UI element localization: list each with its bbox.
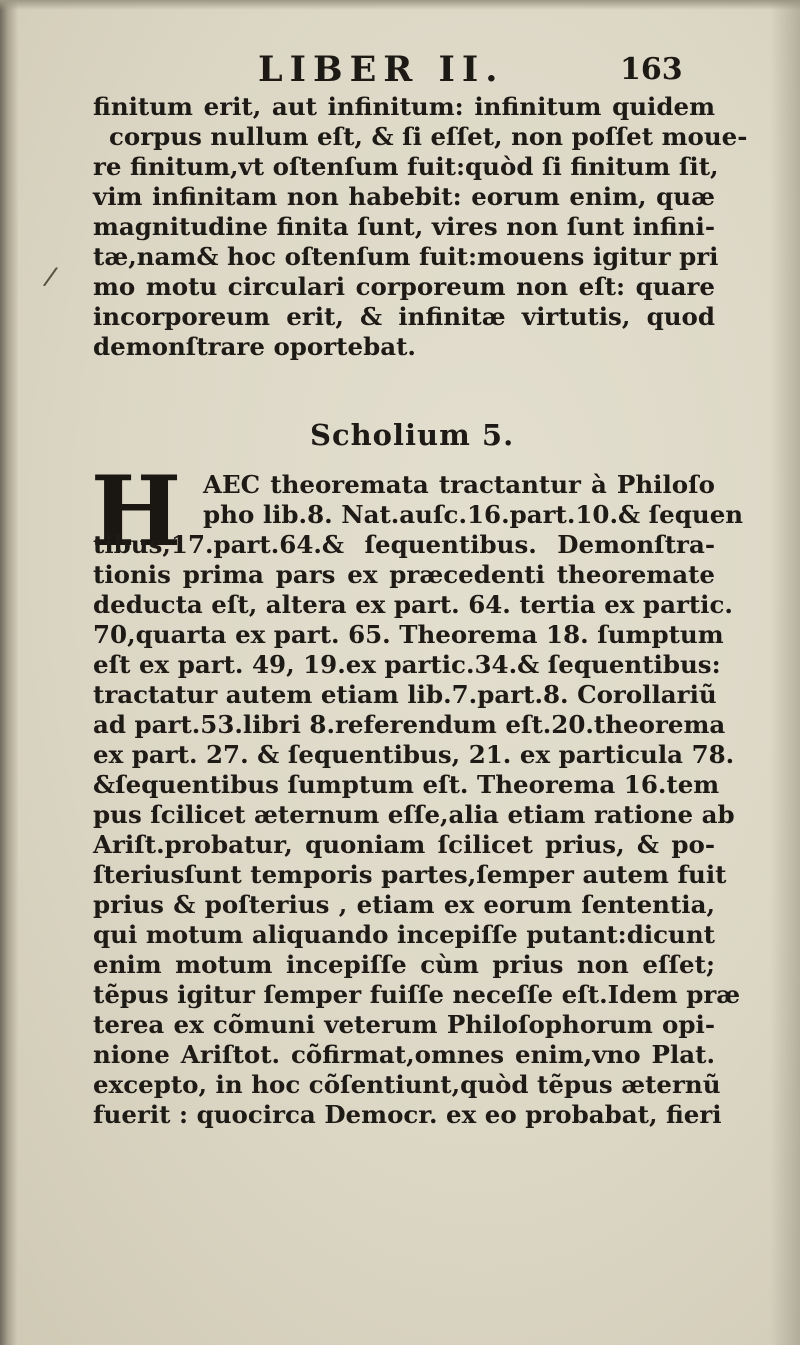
- text-line: prius & poſterius , etiam ex eorum ſententia,: [93, 890, 715, 919]
- text-line: enim motum incepiſſe cùm prius non eſſet;: [93, 950, 715, 979]
- text-line: pho lib.8. Nat.auſc.16.part.10.& ſequen: [203, 500, 744, 529]
- text-line: fuerit : quocirca Democr. ex eo probabat, fieri: [93, 1100, 722, 1129]
- text-line: tionis prima pars ex præcedenti theoremate: [93, 560, 715, 589]
- running-head: LIBER II.: [258, 49, 505, 90]
- page-gutter-shadow: [0, 0, 18, 1345]
- text-line: Ariſt.probatur, quoniam ſcilicet prius, & po-: [93, 830, 715, 859]
- page-top-shadow: [0, 0, 800, 10]
- text-line: AEC theoremata tractantur à Philoſo: [203, 470, 715, 499]
- text-line: qui motum aliquando incepiſſe putant:dicunt: [93, 920, 715, 949]
- text-line: incorporeum erit, & infinitæ virtutis, quod: [93, 302, 715, 331]
- page-header: [0, 48, 800, 92]
- text-line: ad part.53.libri 8.referendum eſt.20.theorema: [93, 710, 726, 739]
- text-line: nione Ariſtot. cõfirmat,omnes enim,vno Plat.: [93, 1040, 715, 1069]
- text-line: pus ſcilicet æternum eſſe,alia etiam ratione ab: [93, 800, 735, 829]
- text-line: terea ex cõmuni veterum Philoſophorum opi-: [93, 1010, 715, 1039]
- text-line: deducta eſt, altera ex part. 64. tertia ex partic.: [93, 590, 733, 619]
- text-line: magnitudine finita ſunt, vires non ſunt infini-: [93, 212, 715, 241]
- text-line: ſteriusſunt temporis partes,ſemper autem fuit: [93, 860, 727, 889]
- text-line: re finitum,vt oſtenſum fuit:quòd ſi finitum ſit,: [93, 152, 719, 181]
- page-number: 163: [620, 52, 683, 87]
- text-line: finitum erit, aut infinitum: infinitum quidem: [93, 92, 715, 121]
- text-line: corpus nullum eſt, & ſi eſſet, non poſſet moue-: [109, 122, 748, 151]
- text-line: demonſtrare oportebat.: [93, 332, 416, 361]
- text-line: tæ,nam& hoc oſtenſum fuit:mouens igitur pri: [93, 242, 719, 271]
- text-line: mo motu circulari corporeum non eſt: quare: [93, 272, 715, 301]
- page-right-shadow: [770, 0, 800, 1345]
- scholium-text: [93, 470, 744, 1130]
- text-line: tractatur autem etiam lib.7.part.8. Corollariũ: [93, 680, 717, 709]
- text-line: &ſequentibus ſumptum eſt. Theorema 16.tem: [93, 770, 720, 799]
- text-line: eſt ex part. 49, 19.ex partic.34.& ſequentibus:: [93, 650, 721, 679]
- margin-mark-icon: /: [41, 261, 60, 293]
- main-text: [93, 92, 748, 362]
- text-line: 70,quarta ex part. 65. Theorema 18. ſumptum: [93, 620, 724, 649]
- text-line: vim infinitam non habebit: eorum enim, quæ: [93, 182, 715, 211]
- scholium-heading: Scholium 5.: [310, 418, 515, 452]
- text-line: excepto, in hoc cõſentiunt,quòd tẽpus æternũ: [93, 1070, 721, 1099]
- text-line: tẽpus igitur ſemper fuiſſe neceſſe eſt.Idem præ: [93, 980, 741, 1009]
- text-line: ex part. 27. & ſequentibus, 21. ex particula 78.: [93, 740, 735, 769]
- text-line: tibus,17.part.64.& ſequentibus. Demonſtra-: [93, 530, 715, 559]
- drop-cap-initial: H: [90, 455, 182, 568]
